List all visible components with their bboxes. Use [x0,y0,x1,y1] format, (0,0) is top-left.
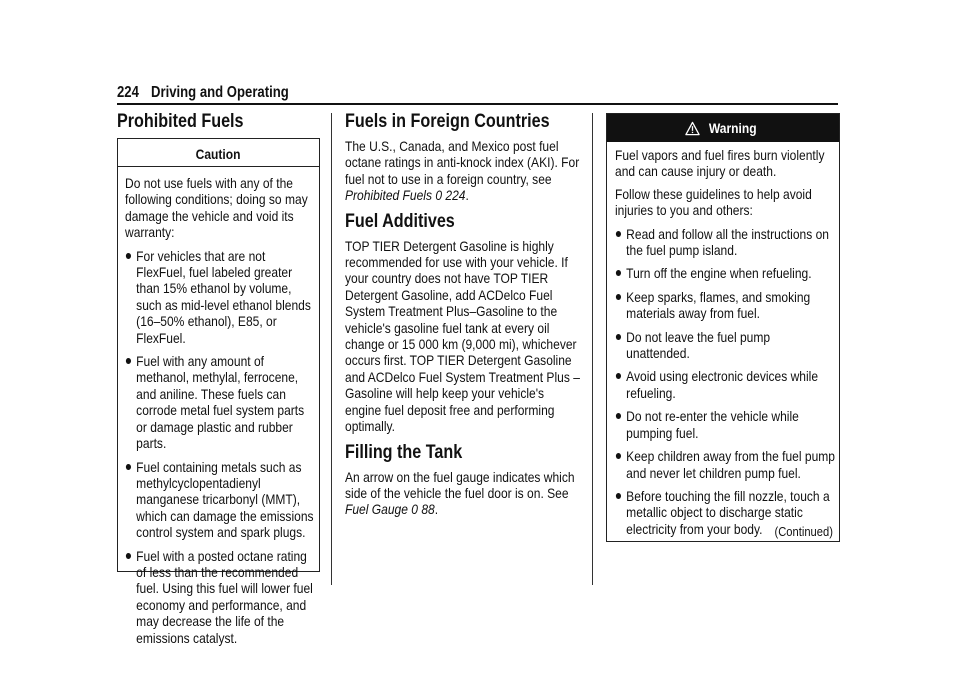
paragraph: TOP TIER Detergent Gasoline is highly recommended for use with your vehicle. If your country does not have TOP TIER Detergent Gasoline, add ACDelco Fuel System Treatment Plus–Gasoline to the vehicle's gasoline fuel tank at every oil change or 15 000 km (9,000 mi), whichever occurs first. TOP TIER Detergent Gasoline and ACDelco Fuel System Treatment Plus –Gasoline will help keep your vehicle's engine fuel deposit free and performing optimally. [345,237,580,435]
warning-header [607,114,839,142]
bullet-icon [126,358,131,364]
warning-title: Warning [709,120,757,136]
list-item: Fuel with a posted octane rating of less than the recommended fuel. Using this fuel will lower fuel economy and performance, and may decrease the life of the emissions catalyst. [125,548,314,646]
list-item: Fuel with any amount of methanol, methylal, ferrocene, and aniline. These fuels can corrode metal fuel system parts or damage plastic and rubber parts. [125,353,314,451]
bullet-icon [616,270,621,276]
paragraph: An arrow on the fuel gauge indicates which side of the vehicle the fuel door is on. See Fuel Gauge 0 88. [345,468,575,518]
warning-triangle-icon [685,121,700,136]
list-item: Fuel containing metals such as methylcyclopentadienyl manganese tricarbonyl (MMT), which can damage the emissions control system and spark plugs. [125,459,314,541]
warning-body [615,147,837,537]
caution-body [125,170,314,646]
caution-title: Caution [196,146,241,162]
page-number: 224 [117,84,139,101]
section-title: Driving and Operating [151,84,289,101]
arrow-icon: 0 [411,501,418,518]
list-item: Turn off the engine when refueling. [615,265,837,281]
list-item: Avoid using electronic devices while refueling. [615,368,837,401]
list-item: Do not leave the fuel pump unattended. [615,329,837,362]
column-divider [331,113,332,585]
bullet-icon [616,493,621,499]
heading-fuels-foreign: Fuels in Foreign Countries [345,111,550,132]
warning-box [606,113,840,542]
list-item: Keep sparks, flames, and smoking materials away from fuel. [615,289,837,322]
paragraph: The U.S., Canada, and Mexico post fuel octane ratings in anti-knock index (AKI). For fuel not to use in a foreign country, see Prohibited Fuels 0 224. [345,138,580,204]
heading-filling-tank: Filling the Tank [345,441,463,463]
bullet-icon [616,453,621,459]
bullet-icon [616,231,621,237]
continued-label: (Continued) [774,524,833,539]
column-2 [345,110,578,518]
paragraph: Fuel vapors and fuel fires burn violently and can cause injury or death. [615,147,825,180]
bullet-icon [126,553,131,559]
caution-box [117,138,320,646]
caution-divider [118,166,319,167]
arrow-icon: 0 [435,187,443,204]
list-item: Read and follow all the instructions on the fuel pump island. [615,226,837,259]
bullet-icon [616,373,621,379]
caution-intro: Do not use fuels with any of the following conditions; doing so may damage the vehicle and void its warranty: [125,175,308,241]
heading-prohibited-fuels: Prohibited Fuels [117,111,244,132]
cross-reference-link[interactable]: Fuel Gauge 0 88 [345,501,435,518]
bullet-icon [616,334,621,340]
column-1 [117,110,266,134]
bullet-icon [616,294,621,300]
list-item: Before touching the fill nozzle, touch a metallic object to discharge static electricity from your body. [615,488,837,537]
paragraph: Follow these guidelines to help avoid injuries to you and others: [615,185,812,219]
bullet-icon [126,253,131,259]
list-item: For vehicles that are not FlexFuel, fuel labeled greater than 15% ethanol by volume, such as mid-level ethanol blends (16–50% ethanol), E85, or FlexFuel. [125,248,314,346]
bullet-icon [126,464,131,470]
list-item: Do not re-enter the vehicle while pumping fuel. [615,408,837,441]
header-rule [117,103,838,105]
list-item: Keep children away from the fuel pump and never let children pump fuel. [615,448,837,481]
cross-reference-link[interactable]: Prohibited Fuels 0 224 [345,187,466,204]
bullet-icon [616,413,621,419]
column-divider [592,113,593,585]
heading-fuel-additives: Fuel Additives [345,210,455,232]
